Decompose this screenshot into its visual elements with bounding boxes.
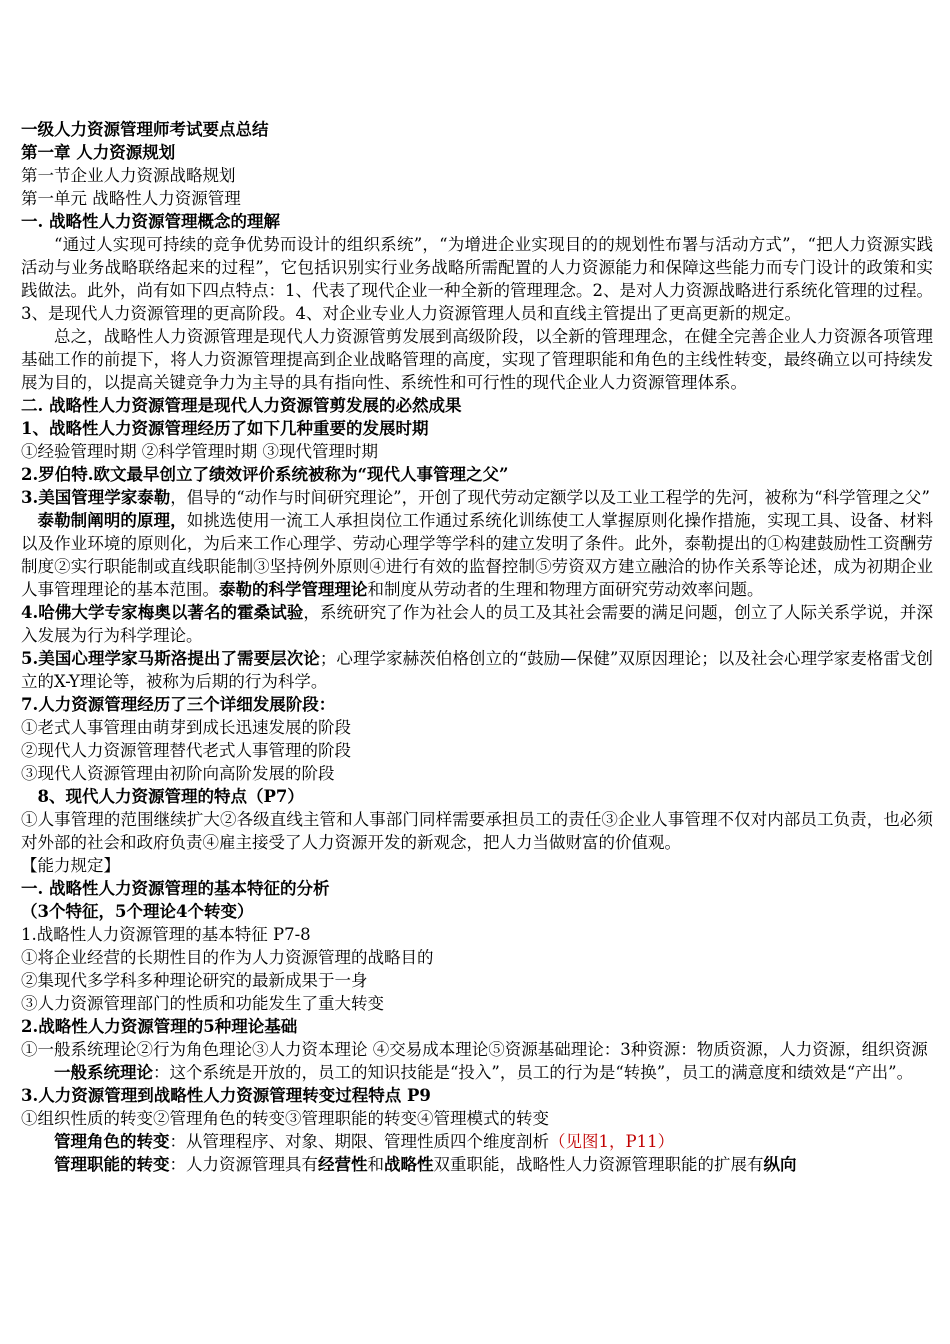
taylor-text-2: 和制度从劳动者的生理和物理方面研究劳动效率问题。	[367, 580, 764, 599]
taylor-text: 如挑选使用一流工人承担岗位工作通过系统化训练使工人掌握原则化操作措施，实现工具、设备、材料以及作业环境的原则化，为后来工作心理学、劳动心理学等学科的建立发明了条件。此外，泰勒提出的①构建鼓励性工资酬劳制度②实行职能制或直线职能制③坚持例外原则④进行有效的监督控制⑤劳资双方建立融洽的协作关系等论述，成为初期企业人事管理理论的基本范围。	[21, 511, 934, 599]
subheading-8: 8、现代人力资源管理的特点（P7）	[37, 787, 304, 806]
section-heading: 第一节企业人力资源战略规划	[21, 166, 236, 185]
heading-2: 二. 战略性人力资源管理是现代人力资源管剪发展的必然成果	[21, 396, 462, 415]
list-item: ③现代人资源管理由初阶向高阶发展的阶段	[21, 764, 335, 783]
subheading-5-bold: 5.美国心理学家马斯洛提出了需要层次论	[21, 649, 320, 668]
general-system-bold: 一般系统理论	[54, 1063, 153, 1082]
list-item: ③人力资源管理部门的性质和功能发生了重大转变	[21, 994, 384, 1013]
function-change-bold-2: 战略性	[384, 1155, 434, 1174]
chapter-heading: 第一章 人力资源规划	[21, 143, 176, 162]
list-item: ②现代人力资源管理替代老式人事管理的阶段	[21, 741, 351, 760]
subheading-3-bold: 3.美国管理学家泰勒	[21, 488, 171, 507]
heading-3: 一. 战略性人力资源管理的基本特征的分析	[21, 879, 330, 898]
general-system-text: ：这个系统是开放的，员工的知识技能是“投入”，员工的行为是“转换”，员工的满意度和绩效是“产出”。	[153, 1063, 914, 1082]
heading-3-sub: （3个特征，5个理论4个转变）	[21, 902, 254, 921]
subheading-7: 7.人力资源管理经历了三个详细发展阶段：	[21, 695, 336, 714]
subheading-8-text: ①人事管理的范围继续扩大②各级直线主管和人事部门同样需要承担员工的责任③企业人事管理不仅对内部员工负责，也必须对外部的社会和政府负责④雇主接受了人力资源开发的新观念，把人力当做财富的价值观。	[21, 810, 933, 852]
heading-1: 一. 战略性人力资源管理概念的理解	[21, 212, 280, 231]
subheading-3	[21, 486, 933, 509]
subheading-1-items: ①经验管理时期 ②科学管理时期 ③现代管理时期	[21, 442, 378, 461]
ability-2: 2.战略性人力资源管理的5种理论基础	[21, 1017, 298, 1036]
general-system-paragraph	[21, 1061, 933, 1084]
ability-1: 1.战略性人力资源管理的基本特征 P7-8	[21, 925, 311, 944]
function-change-bold-1: 经营性	[318, 1155, 368, 1174]
function-change-text-1: ：人力资源管理具有	[169, 1155, 318, 1174]
subheading-2: 2.罗伯特.欧文最早创立了绩效评价系统被称为“现代人事管理之父”	[21, 465, 509, 484]
function-change-text-2: 和	[367, 1155, 384, 1174]
subheading-4-text: ，系统研究了作为社会人的员工及其社会需要的满足问题，创立了人际关系学说，并深入发展为行为科学理论。	[21, 603, 934, 645]
document-page	[21, 118, 933, 1176]
list-item: ①老式人事管理由萌芽到成长迅速发展的阶段	[21, 718, 351, 737]
ability-2-text: ①一般系统理论②行为角色理论③人力资本理论 ④交易成本理论⑤资源基础理论：3种资源：物质资源，人力资源，组织资源	[21, 1040, 928, 1059]
subheading-1: 1、战略性人力资源管理经历了如下几种重要的发展时期	[21, 419, 429, 438]
subheading-3-text: ，倡导的“动作与时间研究理论”，开创了现代劳动定额学以及工业工程学的先河，被称为“科学管理之父”	[170, 488, 930, 507]
unit-heading: 第一单元 战略性人力资源管理	[21, 189, 241, 208]
taylor-bold: 泰勒制阐明的原理，	[37, 511, 187, 530]
doc-title: 一级人力资源管理师考试要点总结	[21, 120, 269, 139]
ability-3-items: ①组织性质的转变②管理角色的转变③管理职能的转变④管理模式的转变	[21, 1109, 549, 1128]
role-change-paragraph	[21, 1130, 933, 1153]
paragraph-2: 总之，战略性人力资源管理是现代人力资源管剪发展到高级阶段，以全新的管理理念，在健全完善企业人力资源各项管理基础工作的前提下，将人力资源管理提高到企业战略管理的高度，实现了管理职能和角色的主线性转变，最终确立以可持续发展为目的，以提高关键竞争力为主导的具有指向性、系统性和可行性的现代企业人力资源管理体系。	[21, 327, 933, 392]
subheading-5	[21, 647, 933, 693]
taylor-bold-2: 泰勒的科学管理理论	[219, 580, 368, 599]
role-change-note: （见图1，P11）	[549, 1132, 675, 1151]
list-item: ②集现代多学科多种理论研究的最新成果于一身	[21, 971, 368, 990]
function-change-bold: 管理职能的转变	[54, 1155, 170, 1174]
ability-3: 3.人力资源管理到战略性人力资源管理转变过程特点 P9	[21, 1086, 431, 1105]
function-change-text-3: 双重职能，战略性人力资源管理职能的扩展有	[433, 1155, 764, 1174]
ability-heading: 【能力规定】	[21, 856, 120, 875]
taylor-paragraph	[21, 509, 933, 601]
function-change-paragraph	[21, 1153, 933, 1176]
paragraph-1: “通过人实现可持续的竞争优势而设计的组织系统”，“为增进企业实现目的的规划性布署与活动方式”，“把人力资源实践活动与业务战略联络起来的过程”，它包括识别实行业务战略所需配置的人力资源能力和保障这些能力而专门设计的政策和实践做法。此外，尚有如下四点特点：1、代表了现代企业一种全新的管理理念。2、是对人力资源战略进行系统化管理的过程。3、是现代人力资源管理的更高阶段。4、对企业专业人力资源管理人员和直线主管提出了更高更新的规定。	[21, 235, 933, 323]
role-change-text: ：从管理程序、对象、期限、管理性质四个维度剖析	[169, 1132, 549, 1151]
list-item: ①将企业经营的长期性目的作为人力资源管理的战略目的	[21, 948, 434, 967]
subheading-4	[21, 601, 933, 647]
role-change-bold: 管理角色的转变	[54, 1132, 170, 1151]
subheading-5-text: ；心理学家赫茨伯格创立的“鼓励—保健”双原因理论；以及社会心理学家麦格雷戈创立的X-Y理论等，被称为后期的行为科学。	[21, 649, 933, 691]
subheading-4-bold: 4.哈佛大学专家梅奥以著名的霍桑试验	[21, 603, 304, 622]
function-change-bold-3: 纵向	[763, 1155, 797, 1174]
